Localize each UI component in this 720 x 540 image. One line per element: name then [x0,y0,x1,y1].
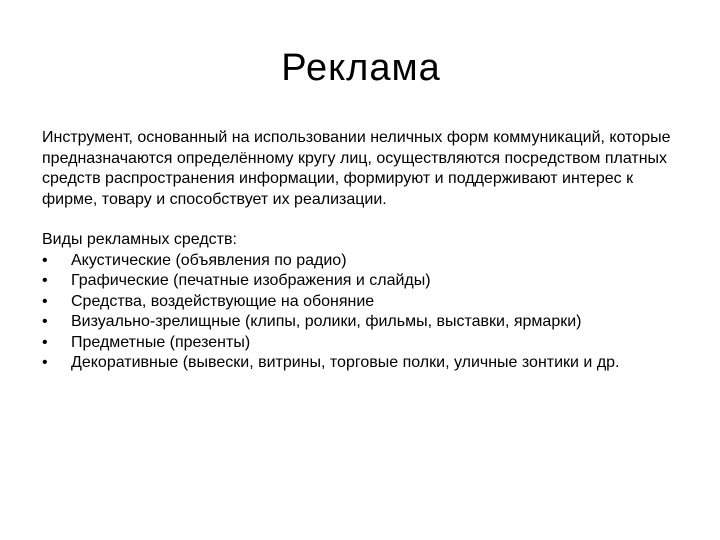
list-item-text: Предметные (презенты) [71,333,251,351]
bullet-icon: • [42,251,48,269]
types-list [42,251,692,374]
slide-title: Реклама [281,47,441,89]
list-item-text: Средства, воздействующие на обоняние [71,292,375,310]
bullet-icon: • [42,292,48,310]
definition-paragraph: Инструмент, основанный на использовании неличных форм коммуникаций, которые предназначаются определённому кругу лиц, осуществляются посредством платных средств распространения информации, формируют и поддерживают интерес к фирме, товару и способствует их реализации. [42,129,671,208]
list-item [42,251,692,272]
list-item [42,292,692,313]
list-item [42,312,692,333]
bullet-icon: • [42,272,48,289]
list-item-text: Графические (печатные изображения и слайды) [71,272,431,289]
list-item [42,353,692,374]
bullet-icon: • [42,313,48,330]
slide-content [42,128,692,374]
bullet-icon: • [42,354,48,371]
list-item [42,271,692,292]
list-item-text: Декоративные (вывески, витрины, торговые полки, уличные зонтики и др. [71,354,620,371]
types-heading: Виды рекламных средств: [42,231,237,248]
bullet-icon: • [42,333,48,351]
list-item-text: Визуально-зрелищные (клипы, ролики, фильмы, выставки, ярмарки) [71,313,582,330]
list-item [42,333,692,354]
list-item-text: Акустические (объявления по радио) [71,251,347,269]
